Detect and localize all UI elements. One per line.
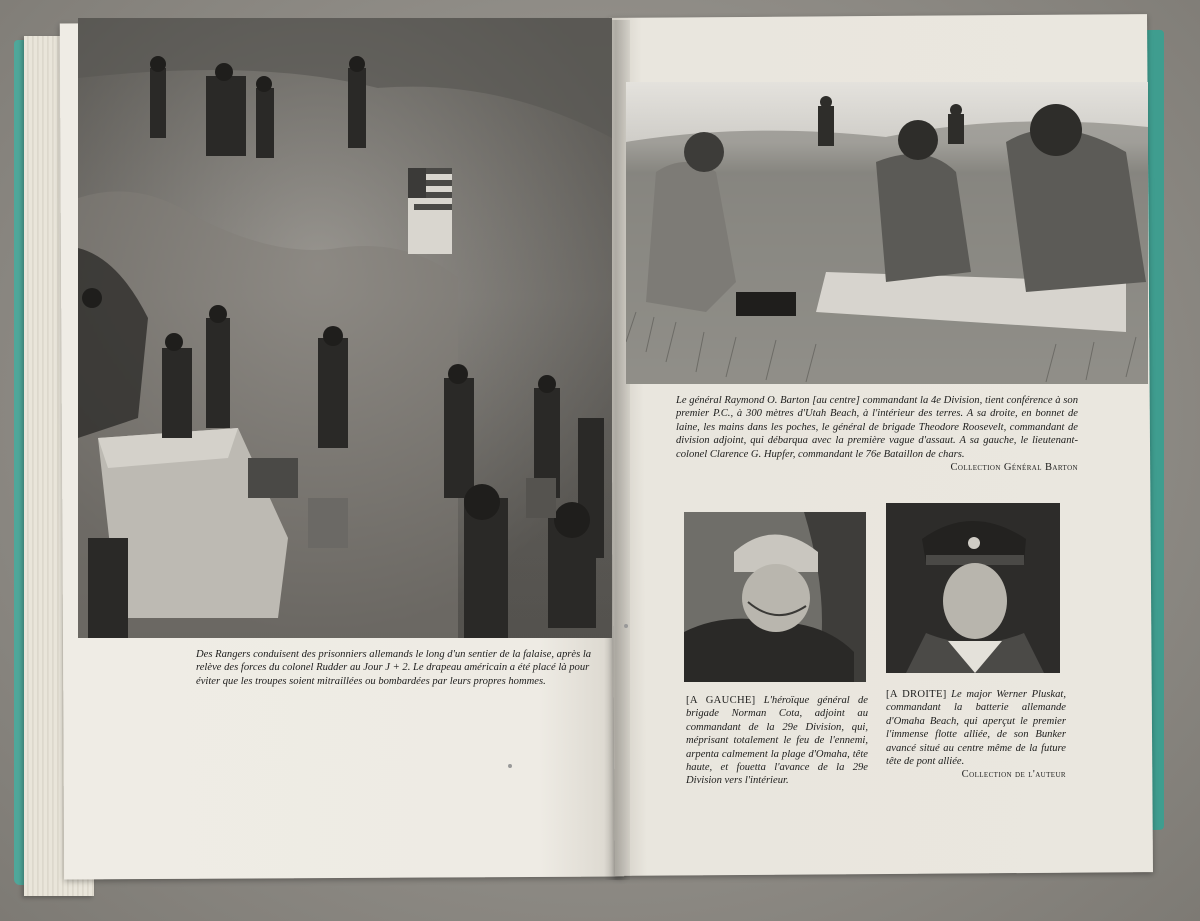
pluskat-credit: Collection de l'auteur [961,769,1066,781]
cota-caption-text: L'héroïque général de brigade Norman Cota, adjoint au commandant de la 29e Division, qui, méprisant totalement le feu de l'ennemi, arpenta calmement la plage d'Omaha, tête haute, et fouetta l'avance de la 29e Division vers l'intérieur. [686,695,868,787]
pluskat-caption [886,688,1066,782]
barton-conference-photo [626,82,1148,384]
pluskat-portrait-photo [886,503,1060,673]
rangers-cliff-photo [78,18,612,638]
page-speck [624,624,628,628]
cota-caption [686,694,868,788]
pluskat-caption-label: [A DROITE] [886,689,947,700]
barton-credit: Collection Général Barton [950,462,1078,474]
pluskat-caption-text: Le major Werner Pluskat, commandant la batterie allemande d'Omaha Beach, qui aperçut le premier l'immense flotte alliée, de son Bunker avancé situé au centre même de la future tête de pont alliée. [886,689,1067,768]
barton-caption-text: Le général Raymond O. Barton [au centre] commandant la 4e Division, tient conférence à son premier P.C., à 300 mètres d'Utah Beach, à l'intérieur des terres. A sa droite, en bonnet de laine, les mains dans les poches, le général de brigade Theodore Roosevelt, commandant de division adjoint, qui débarqua avec la première vague d'assaut. A sa gauche, le lieutenant-colonel Clarence G. Hupfer, commandant le 76e Bataillon de chars. [676,395,1078,460]
barton-caption [676,394,1078,474]
page-speck [508,764,512,768]
cota-portrait-photo [684,512,866,682]
rangers-caption: Des Rangers conduisent des prisonniers allemands le long d'un sentier de la falaise, après la relève des forces du colonel Rudder au Jour J + 2. Le drapeau américain a été placé là pour éviter que les troupes soient mitraillées ou bombardées par leurs propres hommes. [196,649,592,687]
cota-caption-label: [A GAUCHE] [686,695,756,706]
